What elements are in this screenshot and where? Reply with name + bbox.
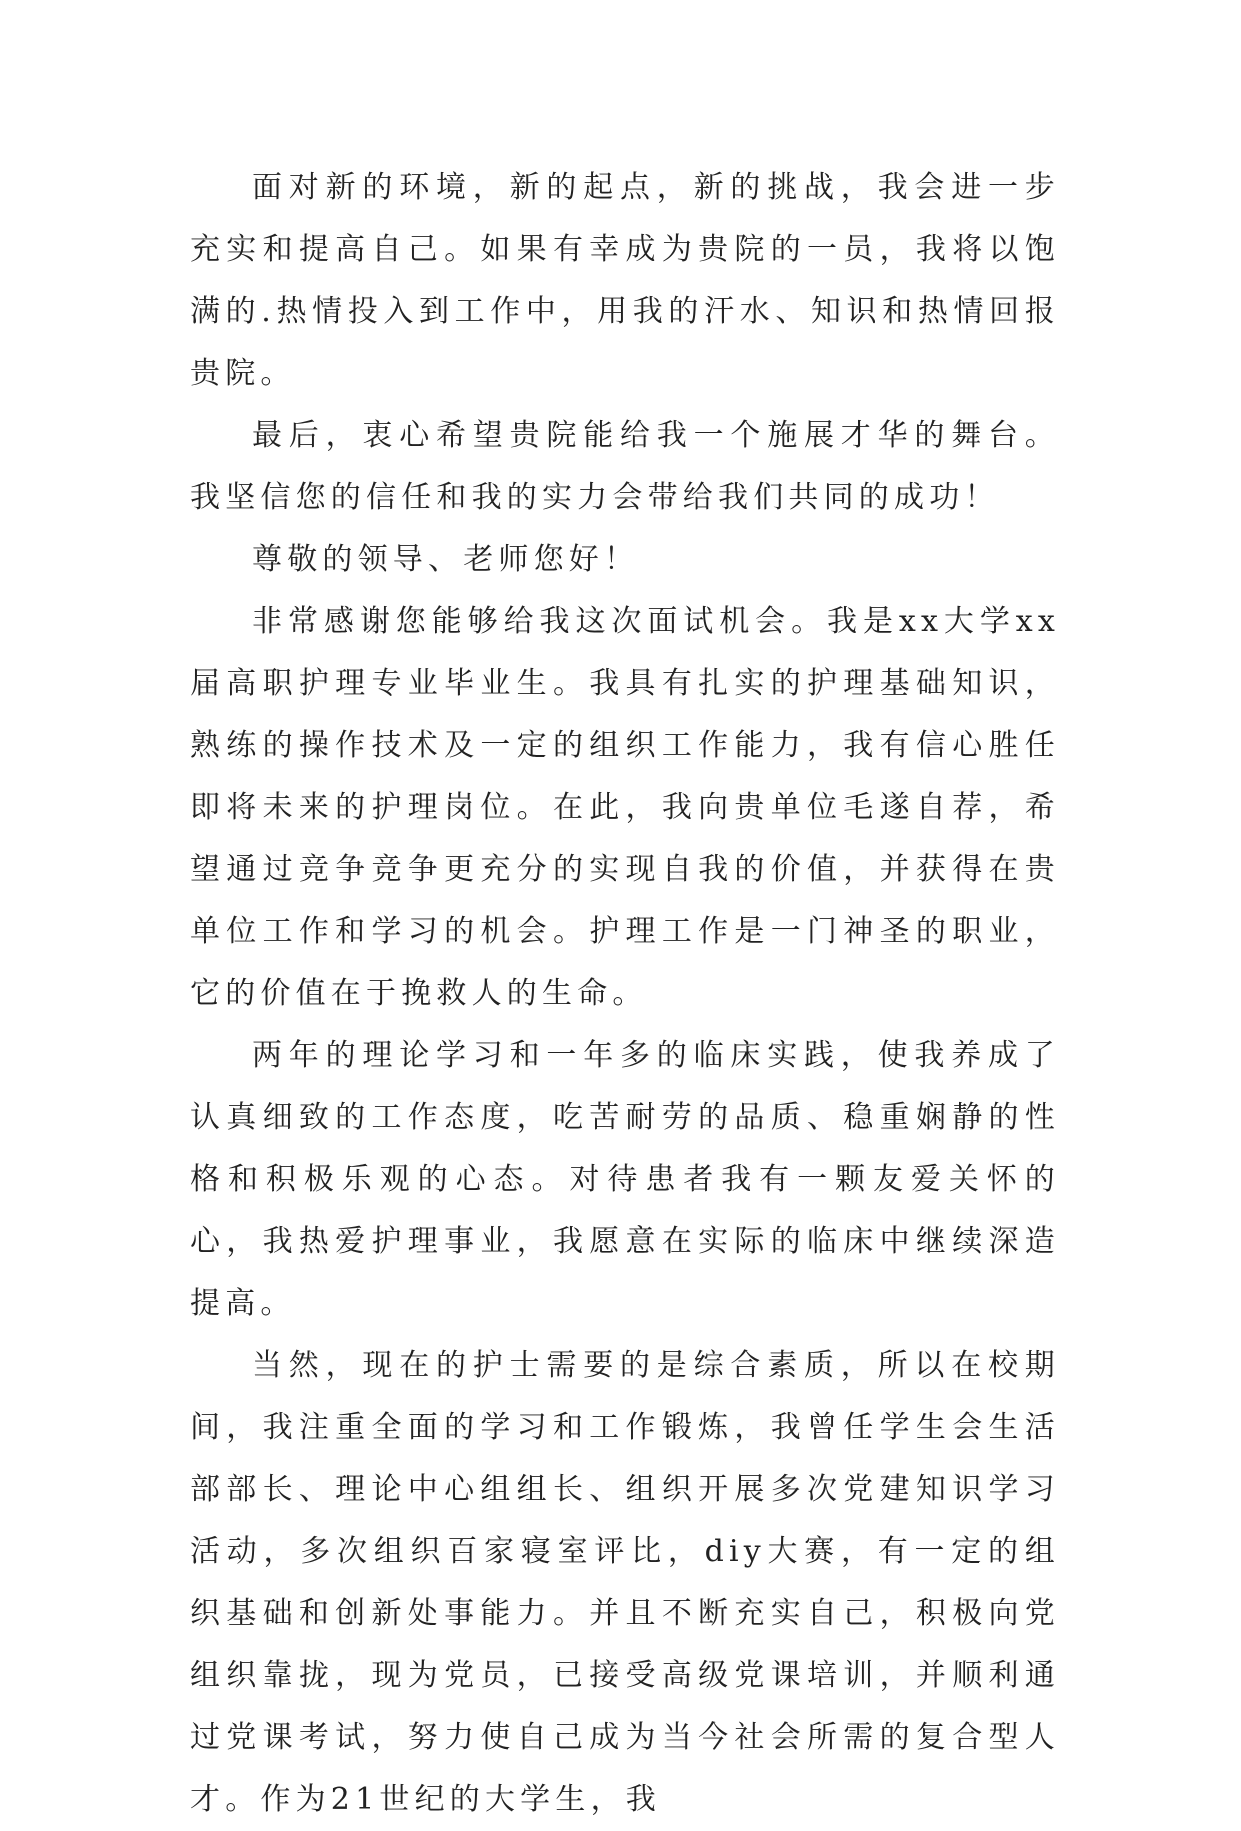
paragraph-final-wish: 最后，衷心希望贵院能给我一个施展才华的舞台。我坚信您的信任和我的实力会带给我们共同的成功！ (190, 418, 1060, 515)
paragraph-overall-quality: 当然，现在的护士需要的是综合素质，所以在校期间，我注重全面的学习和工作锻炼，我曾任学生会生活部部长、理论中心组组长、组织开展多次党建知识学习活动，多次组织百家寝室评比，diy大赛，有一定的组织基础和创新处事能力。并且不断充实自己，积极向党组织靠拢，现为党员，已接受高级党课培训，并顺利通过党课考试，努力使自己成为当今社会所需的复合型人才。作为21世纪的大学生，我 (190, 1348, 1060, 1817)
paragraph-clinical-practice: 两年的理论学习和一年多的临床实践，使我养成了认真细致的工作态度，吃苦耐劳的品质、稳重娴静的性格和积极乐观的心态。对待患者我有一颗友爱关怀的心，我热爱护理事业，我愿意在实际的临床中继续深造提高。 (190, 1038, 1060, 1321)
paragraph-closing-commitment: 面对新的环境，新的起点，新的挑战，我会进一步充实和提高自己。如果有幸成为贵院的一员，我将以饱满的.热情投入到工作中，用我的汗水、知识和热情回报贵院。 (190, 170, 1060, 391)
paragraph-greeting: 尊敬的领导、老师您好！ (252, 542, 640, 577)
paragraph-self-introduction: 非常感谢您能够给我这次面试机会。我是xx大学xx届高职护理专业毕业生。我具有扎实的护理基础知识，熟练的操作技术及一定的组织工作能力，我有信心胜任即将未来的护理岗位。在此，我向贵单位毛遂自荐，希望通过竞争竞争更充分的实现自我的价值，并获得在贵单位工作和学习的机会。护理工作是一门神圣的职业，它的价值在于挽救人的生命。 (190, 604, 1060, 1011)
document-body (190, 157, 1060, 1831)
